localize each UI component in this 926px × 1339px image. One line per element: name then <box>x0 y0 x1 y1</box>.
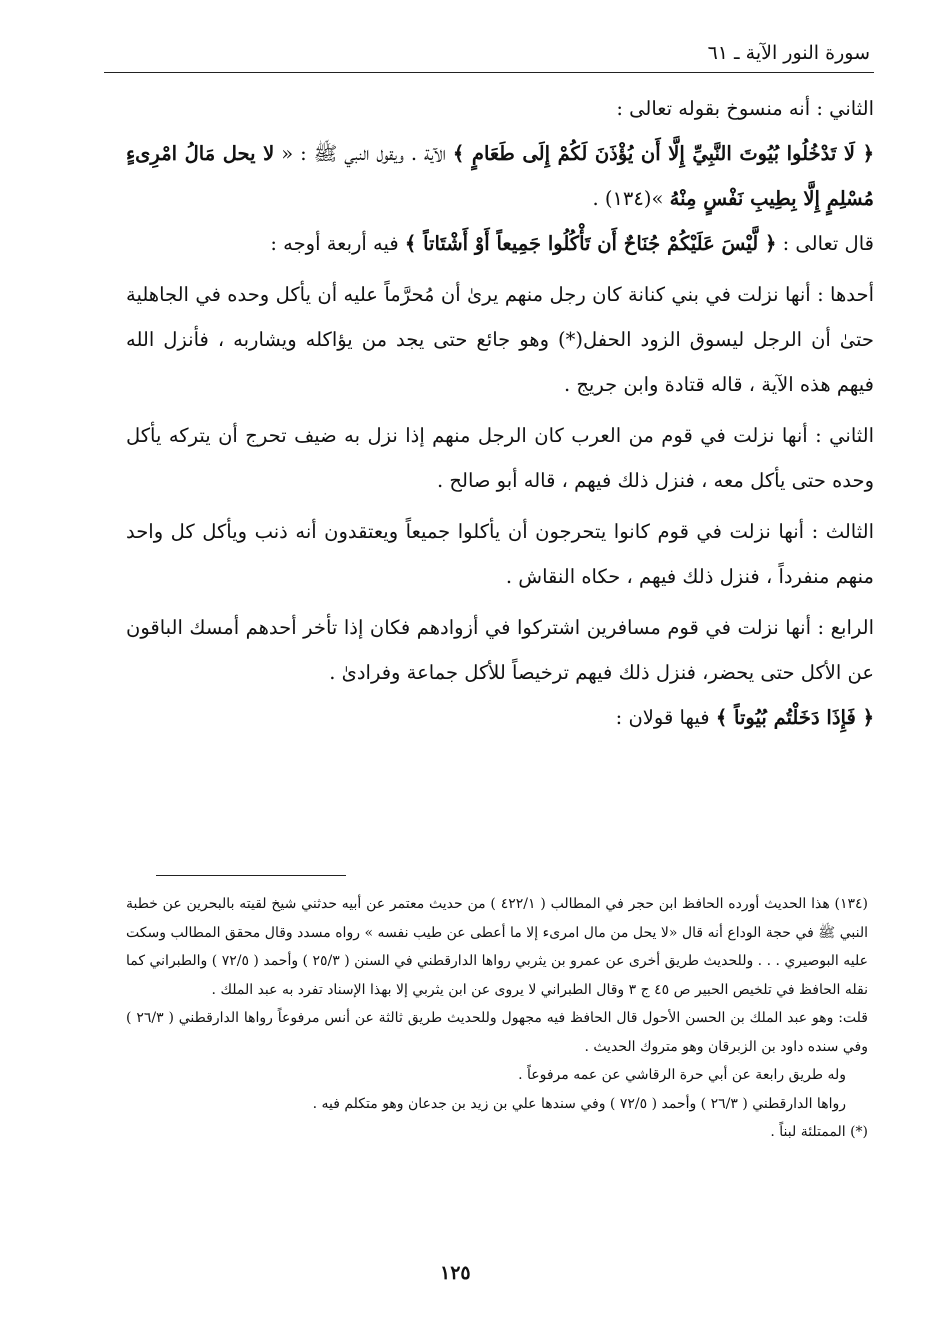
footnote-note-qultu: قلت: وهو عبد الملك بن الحسن الأحول قال الحافظ فيه مجهول وللحديث طريق ثالثة عن أنس مرفوعاً رواها الدارقطني ( ٢٦/٣ ) وفي سنده داود بن الزبرقان وهو متروك الحديث . <box>126 1010 868 1055</box>
footnote-134: (١٣٤) هذا الحديث أورده الحافظ ابن حجر في المطالب ( ٤٢٢/١ ) من حديث معتمر عن أبيه حدثني شيخ لقيته بالبحرين عن خطبة النبي ﷺ في حجة الوداع أنه قال «لا يحل من مال امرىء إلا ما أعطى عن طيب نفسه » رواه مسدد وقال محقق المطالب وسكت عليه البوصيري . . . وللحديث طريق أخرى عن عمرو بن يثربي رواها الدارقطني في السنن ( ٢٥/٣ ) وأحمد ( ٧٢/٥ ) والطبراني كما نقله الحافظ في تلخيص الحبير ص ٤٥ ج ٣ وقال الطبراني لا يروى عن ابن يثربي إلا بهذا الإسناد تفرد به عبد الملك . <box>126 896 868 998</box>
entering-houses-tail: فيها قولان : <box>615 706 716 729</box>
running-header <box>104 40 874 72</box>
hadith-text: لا يحل مَالُ امْرِىءٍ مُسْلِمٍ إِلَّا بِطِيبِ نَفْسٍ مِنْهُ <box>126 142 874 210</box>
header-title: سورة النور الآية ـ ٦١ <box>707 42 870 64</box>
paragraph-verse-intro <box>126 221 874 266</box>
abrogation-text: الآية . ويقول النبي ﷺ : « <box>274 142 453 165</box>
verse-intro-lead: قال تعالى : <box>776 232 874 255</box>
paragraph-abrogation <box>126 86 874 221</box>
abrogation-intro: الثاني : أنه منسوخ بقوله تعالى : <box>616 97 874 120</box>
paragraph-first-aspect: أحدها : أنها نزلت في بني كنانة كان رجل منهم يرىٰ أن مُحرَّماً عليه أن يأكل وحده في الجاهلية حتىٰ أن الرجل ليسوق الزود الحفل(*) وهو جائع حتى يجد من يؤاكله ويشاربه ، فأنزل الله فيهم هذه الآية ، قاله قتادة وابن جريج . <box>126 283 874 396</box>
paragraph-fourth-aspect: الرابع : أنها نزلت في قوم مسافرين اشتركوا في أزوادهم فكان إذا تأخر أحدهم أمسك الباقون عن الأكل حتى يحضر، فنزل ذلك فيهم ترخيصاً للأكل جماعة وفرادىٰ . <box>126 616 874 684</box>
footnote-ref-134: »(١٣٤) . <box>592 187 670 210</box>
quran-quote-houses-of-prophet: ﴿ لَا تَدْخُلُوا بُيُوتَ النَّبِيِّ إِلَّا أَن يُؤْذَنَ لَكُمْ إِلَى طَعَامٍ ﴾ <box>452 142 875 165</box>
quran-quote-eat-together: ﴿ لَّيْسَ عَلَيْكُمْ جُنَاحٌ أَن تَأْكُلُوا جَمِيعاً أَوْ أَشْتَاتاً ﴾ <box>404 232 777 255</box>
verse-intro-tail: فيه أربعة أوجه : <box>270 232 405 255</box>
paragraph-second-aspect: الثاني : أنها نزلت في قوم من العرب كان الرجل منهم إذا نزل به ضيف تحرج أن يتركه يأكل وحده حتى يأكل معه ، فنزل ذلك فيهم ، قاله أبو صالح . <box>126 424 874 492</box>
main-text <box>126 86 874 740</box>
footnote-fourth-route: وله طريق رابعة عن أبي حرة الرقاشي عن عمه مرفوعاً . <box>518 1067 846 1083</box>
header-rule <box>104 72 874 73</box>
quran-quote-entering-houses: ﴿ فَإِذَا دَخَلْتُم بُيُوتاً ﴾ <box>715 706 874 729</box>
paragraph-entering-houses <box>126 695 874 740</box>
page-number: ١٢٥ <box>440 1262 471 1284</box>
footnote-narration: رواها الدارقطني ( ٢٦/٣ ) وأحمد ( ٧٢/٥ ) وفي سندها علي بن زيد بن جدعان وهو متكلم فيه . <box>312 1095 846 1112</box>
paragraph-third-aspect: الثالث : أنها نزلت في قوم كانوا يتحرجون أن يأكلوا جميعاً ويعتقدون أنه ذنب ويأكل كل واحد منهم منفرداً ، فنزل ذلك فيهم ، حكاه النقاش . <box>126 520 874 588</box>
footnote-separator <box>156 875 346 876</box>
footnotes <box>126 890 868 1147</box>
footnote-asterisk: (*) الممتلئة لبناً . <box>770 1124 868 1140</box>
